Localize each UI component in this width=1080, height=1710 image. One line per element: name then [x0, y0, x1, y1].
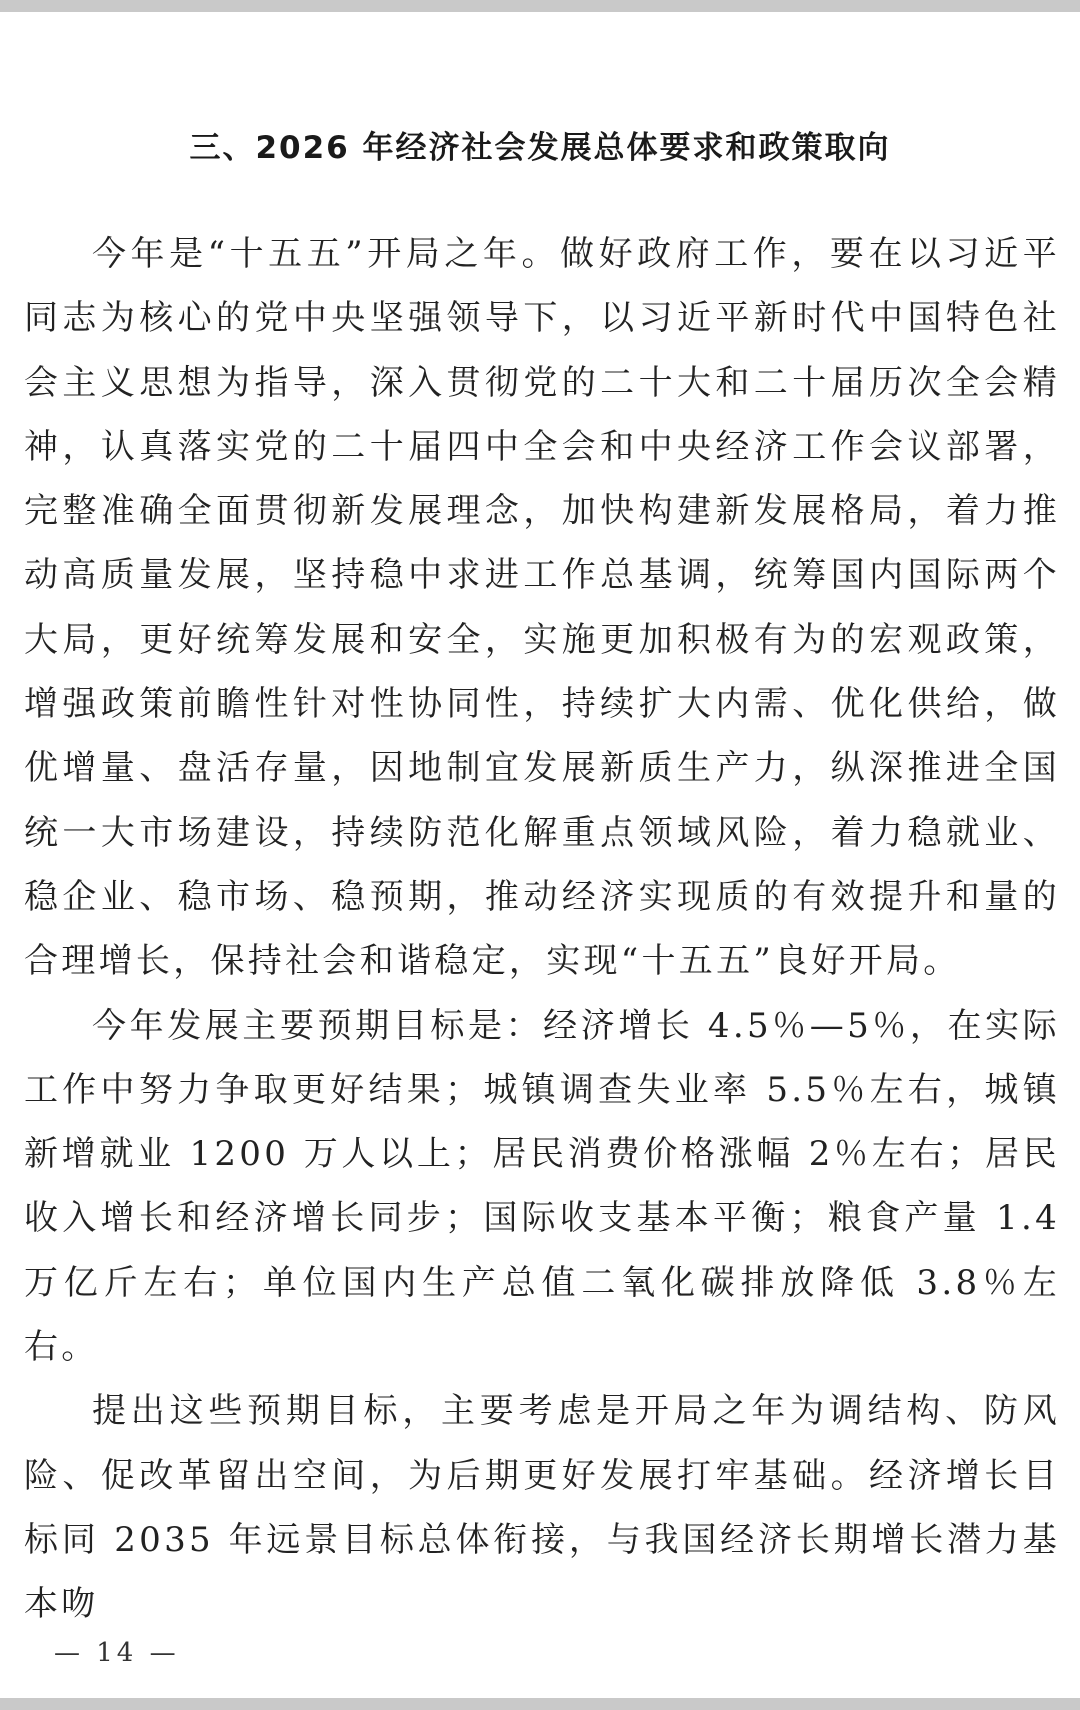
paragraph-2: 今年发展主要预期目标是：经济增长 4.5％—5％，在实际工作中努力争取更好结果；城镇调查失业率 5.5％左右，城镇新增就业 1200 万人以上；居民消费价格涨幅 2％左右；居民收入增长和经济增长同步；国际收支基本平衡；粮食产量 1.4 万亿斤左右；单位国内生产总值二氧化碳排放降低 3.8％左右。: [24, 1005, 1060, 1368]
bottom-gray-bar: [0, 1698, 1080, 1710]
paragraph-1: 今年是“十五五”开局之年。做好政府工作，要在以习近平同志为核心的党中央坚强领导下，以习近平新时代中国特色社会主义思想为指导，深入贯彻党的二十大和二十届历次全会精神，认真落实党的二十届四中全会和中央经济工作会议部署，完整准确全面贯彻新发展理念，加快构建新发展格局，着力推动高质量发展，坚持稳中求进工作总基调，统筹国内国际两个大局，更好统筹发展和安全，实施更加积极有为的宏观政策，增强政策前瞻性针对性协同性，持续扩大内需、优化供给，做优增量、盘活存量，因地制宜发展新质生产力，纵深推进全国统一大市场建设，持续防范化解重点领域风险，着力稳就业、稳企业、稳市场、稳预期，推动经济实现质的有效提升和量的合理增长，保持社会和谐稳定，实现“十五五”良好开局。: [24, 234, 1060, 982]
section-title: 三、2026 年经济社会发展总体要求和政策取向: [189, 130, 891, 166]
top-gray-bar: [0, 0, 1080, 12]
body-text: [24, 222, 1060, 1637]
paragraph-3: 提出这些预期目标，主要考虑是开局之年为调结构、防风险、促改革留出空间，为后期更好发展打牢基础。经济增长目标同 2035 年远景目标总体衔接，与我国经济长期增长潜力基本吻: [24, 1391, 1060, 1625]
page-number: — 14 —: [54, 1638, 180, 1668]
